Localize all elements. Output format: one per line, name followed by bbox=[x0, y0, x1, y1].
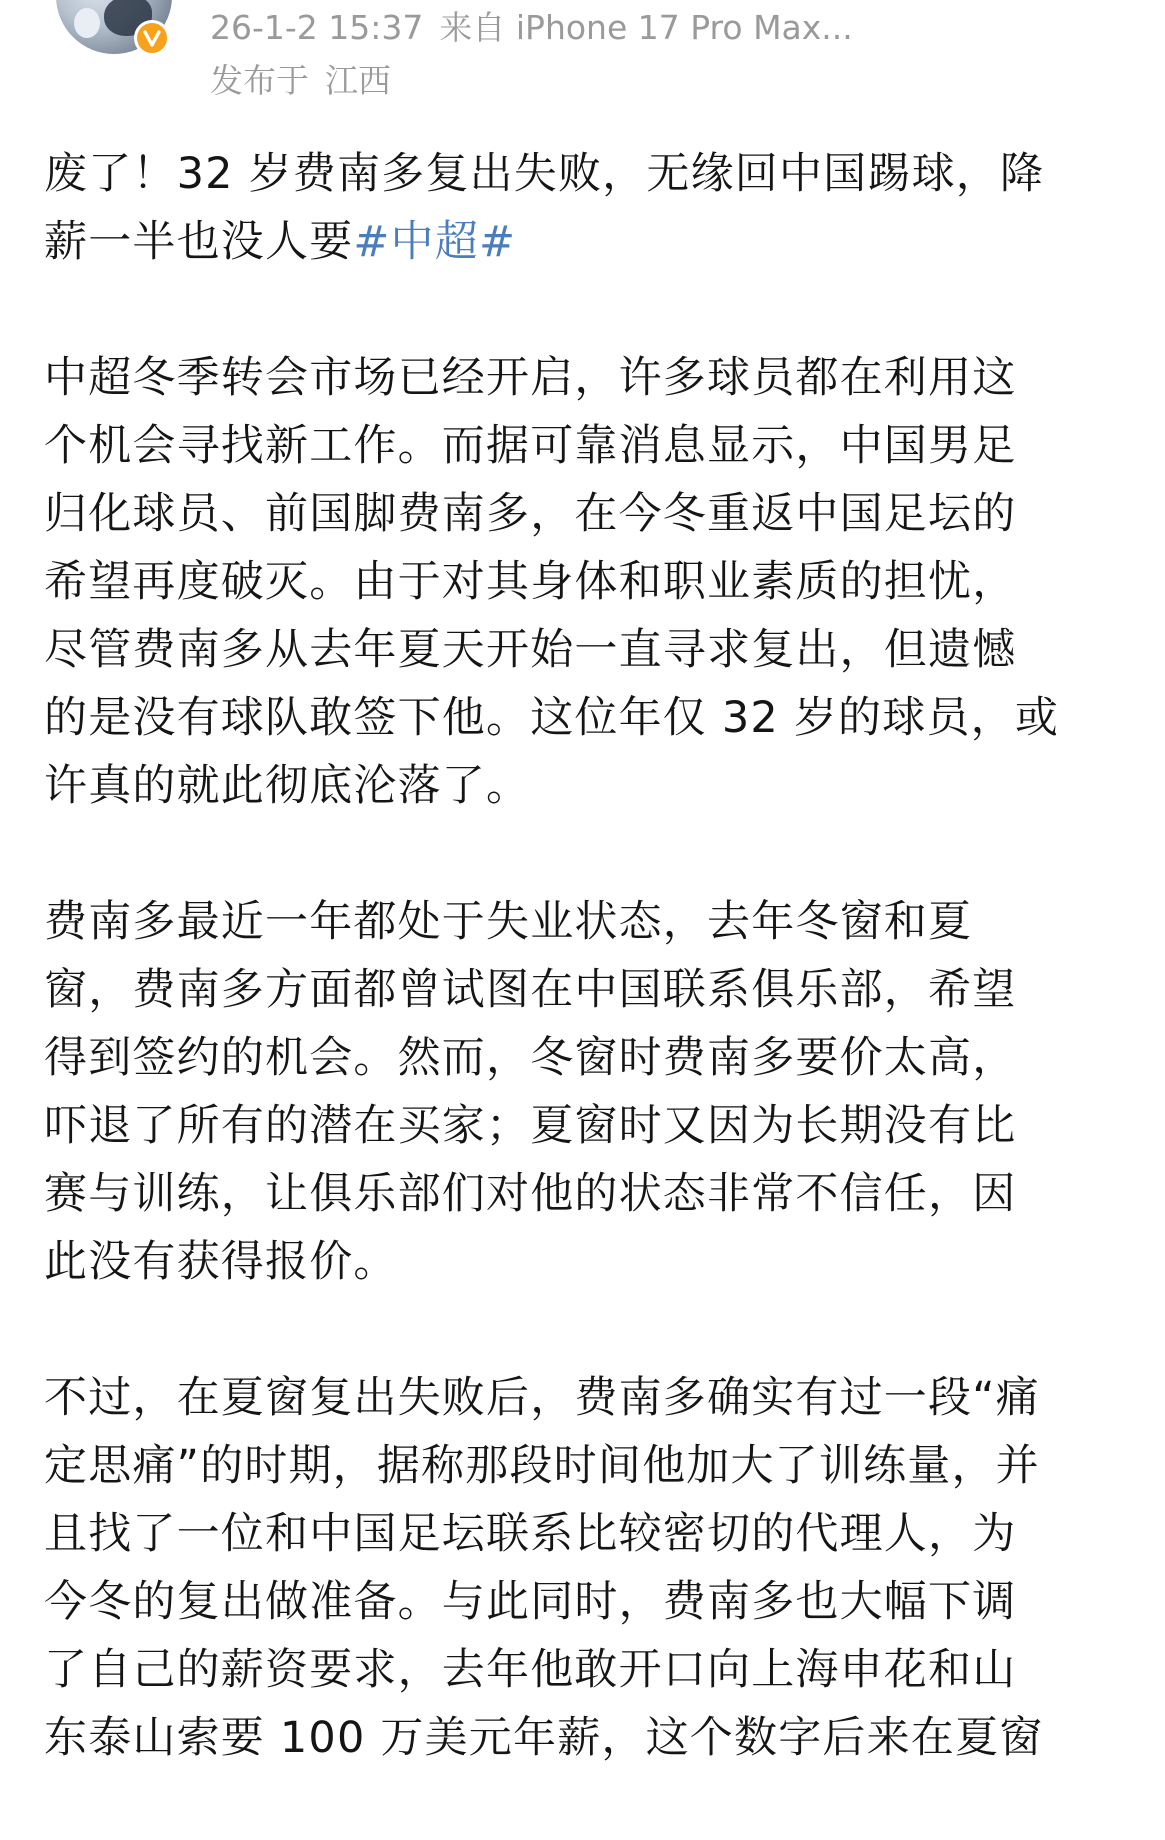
location-prefix: 发布于 bbox=[210, 61, 309, 100]
paragraph-line: 窗，费南多方面都曾试图在中国联系俱乐部，希望 bbox=[44, 965, 1017, 1015]
paragraph-line: 得到签约的机会。然而，冬窗时费南多要价太高， bbox=[44, 1033, 1017, 1083]
paragraph-line: 费南多最近一年都处于失业状态，去年冬窗和夏 bbox=[44, 897, 973, 947]
paragraph-line: 且找了一位和中国足坛联系比较密切的代理人，为 bbox=[44, 1509, 1017, 1559]
paragraph-line: 定思痛”的时期，据称那段时间他加大了训练量，并 bbox=[44, 1441, 1040, 1491]
paragraph-line: 归化球员、前国脚费南多，在今冬重返中国足坛的 bbox=[44, 489, 1017, 539]
paragraph-line: 尽管费南多从去年夏天开始一直寻求复出，但遗憾 bbox=[44, 625, 1017, 675]
paragraph-line: 个机会寻找新工作。而据可靠消息显示，中国男足 bbox=[44, 421, 1017, 471]
paragraph-line: 中超冬季转会市场已经开启，许多球员都在利用这 bbox=[44, 353, 1017, 403]
post-content bbox=[44, 140, 1134, 1840]
post-header bbox=[0, 0, 1165, 120]
avatar-highlight bbox=[74, 8, 100, 38]
title-line-text: 薪一半也没人要 bbox=[44, 217, 354, 267]
verified-badge-icon bbox=[134, 20, 170, 56]
paragraph-line: 希望再度破灭。由于对其身体和职业素质的担忧， bbox=[44, 557, 1017, 607]
paragraph-line: 吓退了所有的潜在买家；夏窗时又因为长期没有比 bbox=[44, 1101, 1017, 1151]
paragraph-line: 不过，在夏窗复出失败后，费南多确实有过一段“痛 bbox=[44, 1373, 1040, 1423]
paragraph-3 bbox=[44, 1364, 1134, 1772]
post-time: 26-1-2 15:37 bbox=[210, 8, 424, 47]
post-location: 江西 bbox=[325, 61, 391, 100]
title-line: 废了！32 岁费南多复出失败，无缘回中国踢球，降 bbox=[44, 149, 1045, 199]
paragraph-line: 此没有获得报价。 bbox=[44, 1237, 398, 1287]
paragraph-1 bbox=[44, 344, 1134, 820]
post-source[interactable]: 来自 iPhone 17 Pro Max... bbox=[439, 8, 853, 47]
paragraph-line: 东泰山索要 100 万美元年薪，这个数字后来在夏窗 bbox=[44, 1713, 1044, 1763]
paragraph-line: 了自己的薪资要求，去年他敢开口向上海申花和山 bbox=[44, 1645, 1017, 1695]
paragraph-line: 的是没有球队敢签下他。这位年仅 32 岁的球员，或 bbox=[44, 693, 1060, 743]
post-meta-time bbox=[210, 8, 869, 48]
paragraph-line: 许真的就此彻底沦落了。 bbox=[44, 761, 531, 811]
post-title bbox=[44, 140, 1134, 276]
paragraph-line: 今冬的复出做准备。与此同时，费南多也大幅下调 bbox=[44, 1577, 1017, 1627]
paragraph-line: 赛与训练，让俱乐部们对他的状态非常不信任，因 bbox=[44, 1169, 1017, 1219]
post-meta-location bbox=[210, 61, 407, 101]
title-line bbox=[44, 208, 1134, 276]
paragraph-2 bbox=[44, 888, 1134, 1296]
hashtag-link[interactable]: #中超# bbox=[353, 217, 517, 267]
